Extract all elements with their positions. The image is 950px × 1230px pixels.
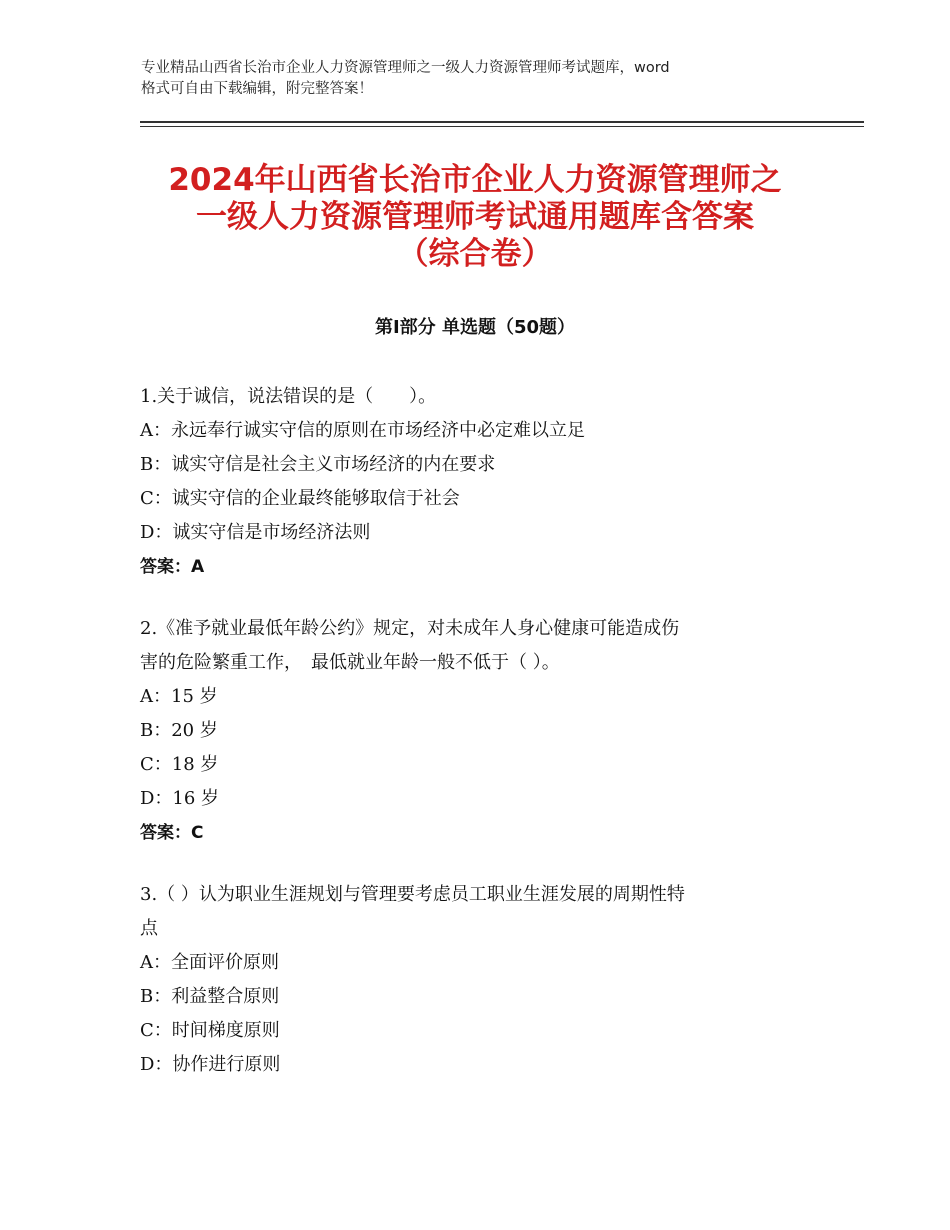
question-item	[140, 878, 820, 1082]
option-c: C：诚实守信的企业最终能够取信于社会	[140, 488, 460, 509]
option-a: A：全面评价原则	[140, 952, 279, 973]
document-header-note	[141, 58, 831, 100]
question-stem: 1.关于诚信，说法错误的是（ ）。	[140, 386, 437, 407]
option-a: A：15 岁	[140, 686, 218, 707]
document-title	[100, 162, 850, 273]
question-list	[140, 380, 820, 1110]
question-stem-continued: 点	[140, 918, 158, 939]
header-note-line: 格式可自由下载编辑，附完整答案！	[141, 81, 373, 97]
question-item	[140, 380, 820, 584]
title-line: （综合卷）	[397, 236, 553, 272]
option-d: D：16 岁	[140, 788, 220, 809]
question-stem: 3.（ ）认为职业生涯规划与管理要考虑员工职业生涯发展的周期性特	[140, 884, 685, 905]
title-line: 2024年山西省长治市企业人力资源管理师之	[168, 162, 782, 198]
option-a: A：永远奉行诚实守信的原则在市场经济中必定难以立足	[140, 420, 585, 441]
header-divider-thick	[140, 121, 864, 123]
question-stem: 2.《准予就业最低年龄公约》规定，对未成年人身心健康可能造成伤	[140, 618, 680, 639]
section-title: 第Ⅰ部分 单选题（50题）	[374, 317, 575, 338]
option-c: C：时间梯度原则	[140, 1020, 280, 1041]
answer-label: 答案：C	[140, 823, 204, 843]
question-item	[140, 612, 820, 850]
option-b: B：利益整合原则	[140, 986, 280, 1007]
option-d: D：协作进行原则	[140, 1054, 281, 1075]
question-stem-continued: 害的危险繁重工作， 最低就业年龄一般不低于（ ）。	[140, 652, 560, 673]
answer-label: 答案：A	[140, 557, 205, 577]
option-b: B：诚实守信是社会主义市场经济的内在要求	[140, 454, 496, 475]
header-note-line: 专业精品山西省长治市企业人力资源管理师之一级人力资源管理师考试题库，word	[141, 60, 670, 76]
header-divider-thin	[140, 126, 864, 127]
option-c: C：18 岁	[140, 754, 219, 775]
option-d: D：诚实守信是市场经济法则	[140, 522, 371, 543]
option-b: B：20 岁	[140, 720, 218, 741]
title-line: 一级人力资源管理师考试通用题库含答案	[196, 199, 754, 235]
